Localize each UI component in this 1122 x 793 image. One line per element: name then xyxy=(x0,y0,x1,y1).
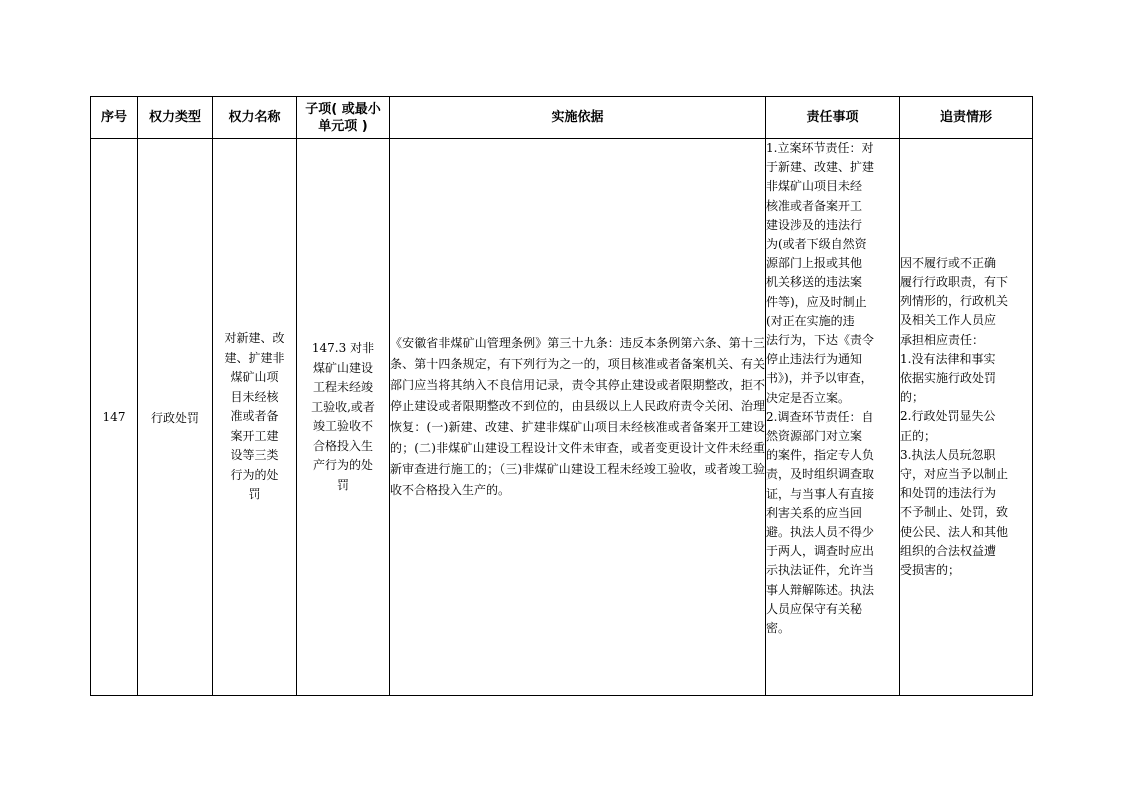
header-basis: 实施依据 xyxy=(390,97,766,139)
cell-seq: 147 xyxy=(91,139,138,696)
header-accountability: 追责情形 xyxy=(900,97,1033,139)
header-power-type: 权力类型 xyxy=(138,97,213,139)
header-responsibility: 责任事项 xyxy=(766,97,900,139)
header-seq: 序号 xyxy=(91,97,138,139)
cell-power-name: 对新建、改 建、扩建非 煤矿山项 目未经核 准或者备 案开工建 设等三类 行为的处 罚 xyxy=(213,139,297,696)
cell-basis: 《安徽省非煤矿山管理条例》第三十九条：违反本条例第六条、第十三条、第十四条规定，有下列行为之一的，项目核准或者备案机关、有关部门应当将其纳入不良信用记录，责令其停止建设或者限期整改，拒不停止建设或者限期整改不到位的，由县级以上人民政府责令关闭、治理恢复：(一)新建、改建、扩建非煤矿山项目未经核准或者备案开工建设的；(二)非煤矿山建设工程设计文件未审查，或者变更设计文件未经重新审查进行施工的；（三)非煤矿山建设工程未经竣工验收，或者竣工验收不合格投入生产的。 xyxy=(390,139,766,696)
cell-responsibility: 1.立案环节责任：对 于新建、改建、扩建 非煤矿山项目未经 核准或者备案开工 建设涉及的违法行 为(或者下级自然资 源部门上报或其他 机关移送的违法案 件等)，应及时制止 (对正在实施的违 法行为，下达《责令 停止违法行为通知 书》)，并予以审查， 决定是否立案。 2.调查环节责任：自 然资源部门对立案 的案件，指定专人负 责，及时组织调查取 证，与当事人有直接 利害关系的应当回 避。执法人员不得少 于两人，调查时应出 示执法证件，允许当 事人辩解陈述。执法 人员应保守有关秘 密。 xyxy=(766,139,900,696)
cell-power-type: 行政处罚 xyxy=(138,139,213,696)
cell-sub-item: 147.3 对非 煤矿山建设 工程未经竣 工验收,或者 竣工验收不 合格投入生 产行为的处 罚 xyxy=(297,139,390,696)
cell-accountability: 因不履行或不正确 履行行政职责，有下 列情形的，行政机关 及相关工作人员应 承担相应责任： 1.没有法律和事实 依据实施行政处罚 的； 2.行政处罚显失公 正的； 3.执法人员玩忽职 守，对应当予以制止 和处罚的违法行为 不予制止、处罚，致 使公民、法人和其他 组织的合法权益遭 受损害的； xyxy=(900,139,1033,696)
header-sub-item: 子项( 或最小 单元项 ) xyxy=(297,97,390,139)
table-header-row xyxy=(91,97,1033,139)
header-power-name: 权力名称 xyxy=(213,97,297,139)
table-row xyxy=(91,139,1033,696)
power-list-table xyxy=(90,96,1033,696)
